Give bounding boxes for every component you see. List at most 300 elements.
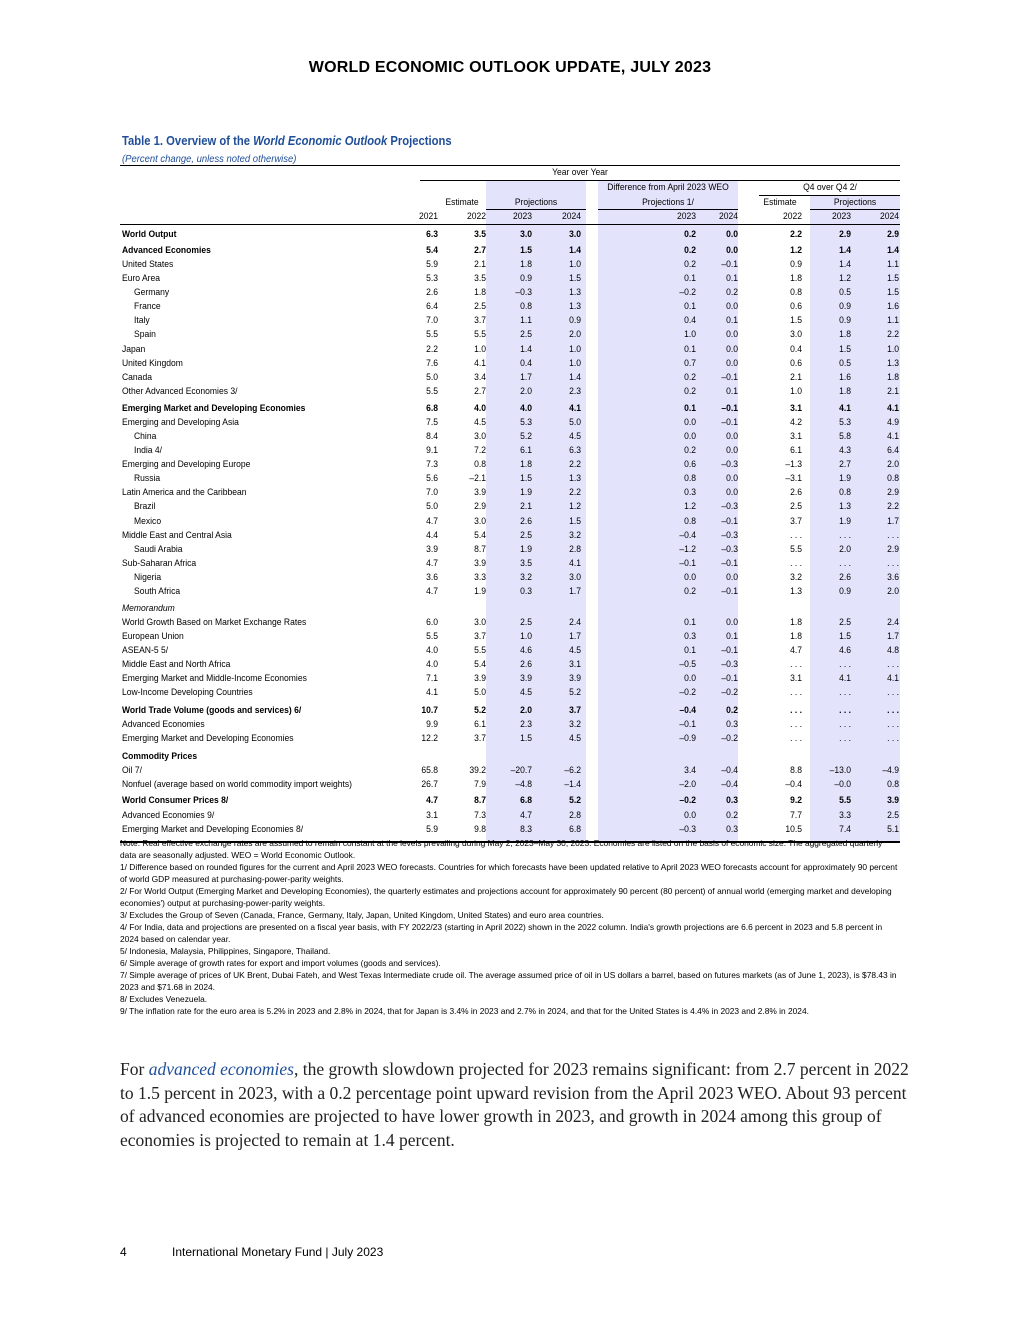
table-cell: 2.5 [887,810,899,821]
table-cell: 4.1 [569,558,581,569]
table-cell: –0.4 [679,530,696,541]
table-cell: 0.1 [684,273,696,284]
row-label: World Consumer Prices 8/ [122,795,229,806]
table-cell: 7.7 [790,810,802,821]
table-cell: 5.5 [790,544,802,555]
table-cell: –4.9 [882,765,899,776]
year-header: 2022 [466,211,486,222]
table-cell: –0.1 [679,719,696,730]
table-cell: 0.2 [684,586,696,597]
table-cell: 5.3 [520,417,532,428]
year-header: 2023 [831,211,851,222]
table-cell: 0.1 [684,403,696,414]
table-cell: –0.3 [721,659,738,670]
table-cell: 1.8 [520,459,532,470]
table-cell: 2.6 [426,287,438,298]
table-cell: 1.1 [887,259,899,270]
table-cell: 4.1 [887,403,899,414]
table-cell: 2.6 [790,487,802,498]
footer-text: International Monetary Fund | July 2023 [172,1245,384,1259]
row-label: Emerging Market and Developing Economies [122,733,294,744]
table-cell: 0.2 [684,245,696,256]
table-note: 3/ Excludes the Group of Seven (Canada, France, Germany, Italy, Japan, United Kingdom, United States) and euro area countries. [120,910,604,920]
table-cell: 4.7 [520,810,532,821]
table-cell: 3.0 [569,572,581,583]
table-cell: 3.7 [474,631,486,642]
table-cell: 0.1 [726,273,738,284]
table-cell: 3.2 [790,572,802,583]
table-cell: 2.4 [887,617,899,628]
table-cell: 7.3 [474,810,486,821]
table-cell: 1.4 [569,245,581,256]
table-cell: 12.2 [421,733,438,744]
table-cell: 4.1 [839,673,851,684]
table-cell: 5.9 [426,824,438,835]
table-cell: 8.7 [474,795,486,806]
table-cell: 3.7 [790,516,802,527]
table-cell: 0.0 [726,617,738,628]
table-cell: 2.7 [474,386,486,397]
row-label: World Output [122,229,177,240]
table-cell: 1.9 [474,586,486,597]
table-cell: 7.5 [426,417,438,428]
table-cell: 3.0 [790,329,802,340]
table-cell: . . . [887,687,899,698]
table-cell: 7.2 [474,445,486,456]
table-cell: 1.8 [790,273,802,284]
table-cell: 0.9 [569,315,581,326]
table-cell: 0.6 [684,459,696,470]
table-cell: –0.1 [721,558,738,569]
table-cell: 1.5 [520,733,532,744]
table-cell: 4.0 [426,645,438,656]
table-cell: 0.0 [726,329,738,340]
table-cell: 0.0 [684,431,696,442]
table-cell: 6.1 [790,445,802,456]
table-cell: 4.1 [474,358,486,369]
table-cell: 0.1 [726,315,738,326]
table-cell: 1.5 [839,344,851,355]
table-cell: 0.8 [474,459,486,470]
table-cell: 2.1 [887,386,899,397]
table-cell: –0.3 [721,501,738,512]
table-cell: 5.3 [839,417,851,428]
table-cell: 0.2 [684,372,696,383]
table-cell: 4.6 [839,645,851,656]
table-cell: –1.3 [785,459,802,470]
projections-table [120,165,900,842]
table-title [122,134,452,148]
row-label: World Trade Volume (goods and services) 6/ [122,705,302,716]
table-cell: 4.5 [569,733,581,744]
row-label: Emerging Market and Middle-Income Economies [122,673,307,684]
table-cell: 1.2 [684,501,696,512]
table-cell: 4.5 [474,417,486,428]
table-cell: 3.5 [520,558,532,569]
table-cell: 1.5 [520,473,532,484]
table-cell: 5.8 [839,431,851,442]
table-cell: 5.2 [569,687,581,698]
table-cell: 5.5 [426,386,438,397]
row-label: Oil 7/ [122,765,142,776]
table-cell: 65.8 [421,765,438,776]
table-cell: 6.4 [887,445,899,456]
table-cell: 1.2 [839,273,851,284]
table-cell: 0.9 [839,301,851,312]
table-cell: 1.8 [790,631,802,642]
row-label: Japan [122,344,146,355]
year-header: 2021 [418,211,438,222]
table-cell: . . . [839,687,851,698]
table-cell: 5.0 [569,417,581,428]
table-cell: 5.4 [474,530,486,541]
table-cell: –0.4 [721,765,738,776]
table-note: Note: Real effective exchange rates are assumed to remain constant at the levels prevailing during May 2, 2023–May 30, 2023. Economies are listed on the basis of economic size. The aggregated quarterly data are seasonally adjusted. WEO = World Economic Outlook. [120,838,883,860]
table-cell: –6.2 [564,765,581,776]
table-cell: –0.4 [721,779,738,790]
table-cell: 1.3 [887,358,899,369]
table-cell: 5.4 [426,245,438,256]
table-cell: 0.0 [726,487,738,498]
table-cell: 1.8 [887,372,899,383]
table-cell: . . . [790,687,802,698]
table-cell: 3.6 [887,572,899,583]
row-label: Nigeria [134,572,162,583]
table-cell: 1.3 [790,586,802,597]
table-cell: 3.0 [520,229,532,240]
row-label: ASEAN-5 5/ [122,645,169,656]
row-label: India 4/ [134,445,163,456]
table-cell: 2.3 [520,719,532,730]
row-label: Brazil [134,501,156,512]
table-cell: 2.5 [839,617,851,628]
table-cell: 0.5 [839,287,851,298]
table-cell: 5.3 [426,273,438,284]
table-cell: 4.7 [790,645,802,656]
table-cell: . . . [790,705,802,716]
row-label: Russia [134,473,161,484]
table-note: 1/ Difference based on rounded figures for the current and April 2023 WEO forecasts. Countries for which forecasts have been updated relative to April 2023 WEO forecasts account for approximately 90 percent of world GDP measured at purchasing-power-parity weights. [120,862,898,884]
table-cell: 2.5 [520,530,532,541]
table-cell: –0.9 [679,733,696,744]
table-cell: 0.4 [520,358,532,369]
table-cell: 10.5 [785,824,802,835]
table-cell: 3.7 [474,733,486,744]
table-cell: 5.6 [426,473,438,484]
table-cell: 3.7 [569,705,581,716]
table-cell: 0.9 [790,259,802,270]
table-cell: 0.1 [684,301,696,312]
advanced-economies-link: advanced economies [148,1059,294,1079]
table-cell: 2.1 [474,259,486,270]
table-cell: –3.1 [785,473,802,484]
header-diff: Difference from April 2023 WEO [607,182,729,193]
table-cell: 1.9 [839,516,851,527]
table-cell: –0.1 [721,645,738,656]
header-diff-projections: Projections 1/ [642,197,694,208]
table-cell: 8.3 [520,824,532,835]
table-cell: 2.9 [474,501,486,512]
table-cell: 2.1 [520,501,532,512]
table-cell: 5.2 [569,795,581,806]
table-cell: 0.1 [684,645,696,656]
table-cell: 8.8 [790,765,802,776]
table-cell: 3.0 [474,617,486,628]
table-cell: 4.5 [569,645,581,656]
table-cell: 5.0 [426,372,438,383]
table-cell: 1.7 [887,516,899,527]
table-cell: 3.2 [569,530,581,541]
table-cell: 0.2 [684,386,696,397]
table-cell: 6.1 [474,719,486,730]
table-cell: 10.7 [421,705,438,716]
row-label: Germany [134,287,170,298]
table-cell: 2.8 [569,544,581,555]
table-cell: 0.1 [684,617,696,628]
table-cell: 4.5 [569,431,581,442]
table-cell: 0.8 [887,779,899,790]
table-cell: 0.0 [726,344,738,355]
table-cell: 0.3 [684,631,696,642]
table-cell: 2.0 [839,544,851,555]
table-cell: 0.3 [726,824,738,835]
table-cell: 5.1 [887,824,899,835]
table-cell: 3.0 [569,229,581,240]
row-label: Emerging Market and Developing Economies 8/ [122,824,304,835]
table-cell: 0.6 [790,358,802,369]
table-cell: 1.9 [520,487,532,498]
table-cell: . . . [790,733,802,744]
table-cell: 2.2 [887,329,899,340]
table-cell: 4.5 [520,687,532,698]
table-cell: 3.9 [426,544,438,555]
table-cell: 4.0 [474,403,486,414]
table-note: 5/ Indonesia, Malaysia, Philippines, Singapore, Thailand. [120,946,331,956]
row-label: Italy [134,315,150,326]
row-label: Euro Area [122,273,161,284]
table-notes [120,837,900,1017]
table-cell: 9.9 [426,719,438,730]
table-cell: . . . [887,558,899,569]
table-cell: 1.3 [839,501,851,512]
table-cell: 1.7 [569,631,581,642]
table-cell: 1.3 [569,287,581,298]
table-cell: –4.8 [515,779,532,790]
table-cell: 5.5 [839,795,851,806]
table-cell: 4.0 [520,403,532,414]
table-cell: . . . [839,719,851,730]
table-cell: 3.5 [474,273,486,284]
table-cell: 4.8 [887,645,899,656]
table-cell: –0.1 [721,417,738,428]
table-cell: 6.4 [426,301,438,312]
table-cell: 1.8 [839,329,851,340]
table-cell: 5.4 [474,659,486,670]
table-cell: –0.1 [721,372,738,383]
table-cell: . . . [839,705,851,716]
year-header: 2023 [676,211,696,222]
table-cell: –0.1 [679,558,696,569]
table-cell: –0.0 [834,779,851,790]
row-label: China [134,431,157,442]
table-title-post: Projections [387,134,452,148]
table-cell: –0.1 [721,259,738,270]
table-cell: –0.2 [721,733,738,744]
row-label: Canada [122,372,152,383]
table-cell: 4.9 [887,417,899,428]
table-cell: 0.6 [790,301,802,312]
table-cell: 4.4 [426,530,438,541]
table-cell: 1.9 [520,544,532,555]
table-cell: 7.6 [426,358,438,369]
table-cell: 0.0 [726,431,738,442]
table-cell: . . . [790,659,802,670]
row-label: Low-Income Developing Countries [122,687,253,698]
table-cell: 2.9 [887,229,899,240]
table-cell: 3.1 [790,673,802,684]
table-note: 6/ Simple average of growth rates for export and import volumes (goods and services). [120,958,441,968]
table-cell: 6.8 [569,824,581,835]
year-header: 2024 [718,211,738,222]
row-label: Mexico [134,516,162,527]
table-cell: 1.1 [887,315,899,326]
table-note: 2/ For World Output (Emerging Market and Developing Economies), the quarterly estimates and projections account for approximately 90 percent (80 percent) of annual world (emerging market and developing economies') output at purchasing-power-parity weights. [120,886,892,908]
table-cell: 3.6 [426,572,438,583]
table-cell: –0.5 [679,659,696,670]
row-label: Other Advanced Economies 3/ [122,386,238,397]
table-cell: –0.1 [721,516,738,527]
table-cell: 3.3 [839,810,851,821]
year-header: 2022 [782,211,802,222]
table-cell: –13.0 [829,765,851,776]
table-cell: 1.3 [569,301,581,312]
table-cell: 2.0 [887,459,899,470]
table-cell: 1.2 [569,501,581,512]
year-header: 2024 [561,211,581,222]
table-cell: 3.0 [474,431,486,442]
table-cell: 3.7 [474,315,486,326]
table-cell: 1.5 [520,245,532,256]
table-cell: 2.3 [569,386,581,397]
table-cell: 1.8 [474,287,486,298]
row-label: United States [122,259,174,270]
table-cell: 0.0 [684,572,696,583]
table-cell: 1.8 [520,259,532,270]
table-cell: 0.8 [790,287,802,298]
header-estimate: Estimate [445,197,479,208]
table-cell: 4.7 [426,586,438,597]
table-cell: 1.0 [569,259,581,270]
table-cell: 2.8 [569,810,581,821]
table-cell: –1.2 [679,544,696,555]
table-cell: 4.3 [839,445,851,456]
table-cell: 3.1 [569,659,581,670]
paragraph-pre: For [120,1059,149,1079]
table-cell: 0.9 [839,315,851,326]
table-cell: 0.2 [726,705,738,716]
table-cell: 26.7 [421,779,438,790]
table-cell: 6.1 [520,445,532,456]
table-cell: 2.6 [520,659,532,670]
q4-projections-rule [810,209,900,210]
table-cell: 2.1 [790,372,802,383]
table-cell: 3.2 [520,572,532,583]
table-cell: 1.7 [887,631,899,642]
table-note: 7/ Simple average of prices of UK Brent, Dubai Fateh, and West Texas Intermediate crude oil. The average assumed price of oil in US dollars a barrel, based on futures markets (as of June 1, 2023), is $78.43 in 2023 and $71.68 in 2024. [120,970,897,992]
table-note: 4/ For India, data and projections are presented on a fiscal year basis, with FY 2022/23 (starting in April 2022) shown in the 2022 column. India's growth projections are 6.6 percent in 2023 and 5.8 percent in 2024 based on calendar year. [120,922,883,944]
table-note: 9/ The inflation rate for the euro area is 5.2% in 2023 and 2.8% in 2024, that for Japan is 3.4% in 2023 and 2.7% in 2024, and that for the United States is 4.4% in 2023 and 2.8% in 2024. [120,1006,809,1016]
table-cell: –0.1 [721,403,738,414]
table-cell: –2.0 [679,779,696,790]
table-cell: 4.1 [569,403,581,414]
header-bottom-rule [120,224,900,225]
table-cell: 1.4 [839,245,851,256]
table-cell: 0.0 [726,445,738,456]
page-footer [120,1245,383,1259]
table-cell: 4.2 [790,417,802,428]
table-cell: 0.4 [684,315,696,326]
table-cell: 9.2 [790,795,802,806]
table-cell: 0.8 [684,516,696,527]
table-cell: 5.2 [520,431,532,442]
row-label: Emerging Market and Developing Economies [122,403,306,414]
table-cell: 1.5 [790,315,802,326]
table-cell: 0.8 [684,473,696,484]
table-cell: 2.2 [569,487,581,498]
table-cell: –1.4 [564,779,581,790]
table-cell: 3.9 [474,487,486,498]
table-cell: 0.3 [684,487,696,498]
paragraph-post: , the growth slowdown projected for 2023 remains significant: from 2.7 percent in 2022 to 1.5 percent in 2023, with a 0.2 percentage point upward revision from the April 2023 WEO. About 93 percent of advanced economies are projected to have lower growth in 2023, and growth in 2024 among this group of economies is projected to remain at 1.4 percent. [120,1059,909,1150]
table-cell: –20.7 [510,765,532,776]
table-cell: 1.0 [790,386,802,397]
table-cell: . . . [887,530,899,541]
table-cell: –0.2 [679,287,696,298]
table-cell: 4.7 [426,516,438,527]
table-subtitle: (Percent change, unless noted otherwise) [122,153,297,165]
table-cell: –0.3 [515,287,532,298]
table-cell: 0.9 [839,586,851,597]
table-cell: 0.0 [684,810,696,821]
table-cell: 0.0 [726,245,738,256]
table-cell: 0.0 [726,358,738,369]
table-cell: 1.5 [569,273,581,284]
table-cell: 2.2 [426,344,438,355]
table-cell: 0.0 [726,572,738,583]
table-cell: 2.9 [887,544,899,555]
table-cell: 2.2 [569,459,581,470]
row-label: South Africa [134,586,181,597]
row-label: Commodity Prices [122,751,198,762]
table-cell: . . . [839,530,851,541]
table-cell: 1.5 [569,516,581,527]
table-cell: –0.4 [785,779,802,790]
table-cell: 7.3 [426,459,438,470]
table-cell: –0.2 [721,687,738,698]
table-cell: 0.8 [520,301,532,312]
table-cell: 2.4 [569,617,581,628]
header-projections: Projections [514,197,558,208]
table-cell: . . . [887,733,899,744]
table-cell: 6.8 [520,795,532,806]
table-cell: 4.0 [426,659,438,670]
table-cell: 6.3 [569,445,581,456]
row-label: Saudi Arabia [134,544,183,555]
table-cell: 3.1 [426,810,438,821]
table-cell: . . . [790,719,802,730]
table-cell: 1.5 [887,287,899,298]
table-cell: 4.1 [887,431,899,442]
